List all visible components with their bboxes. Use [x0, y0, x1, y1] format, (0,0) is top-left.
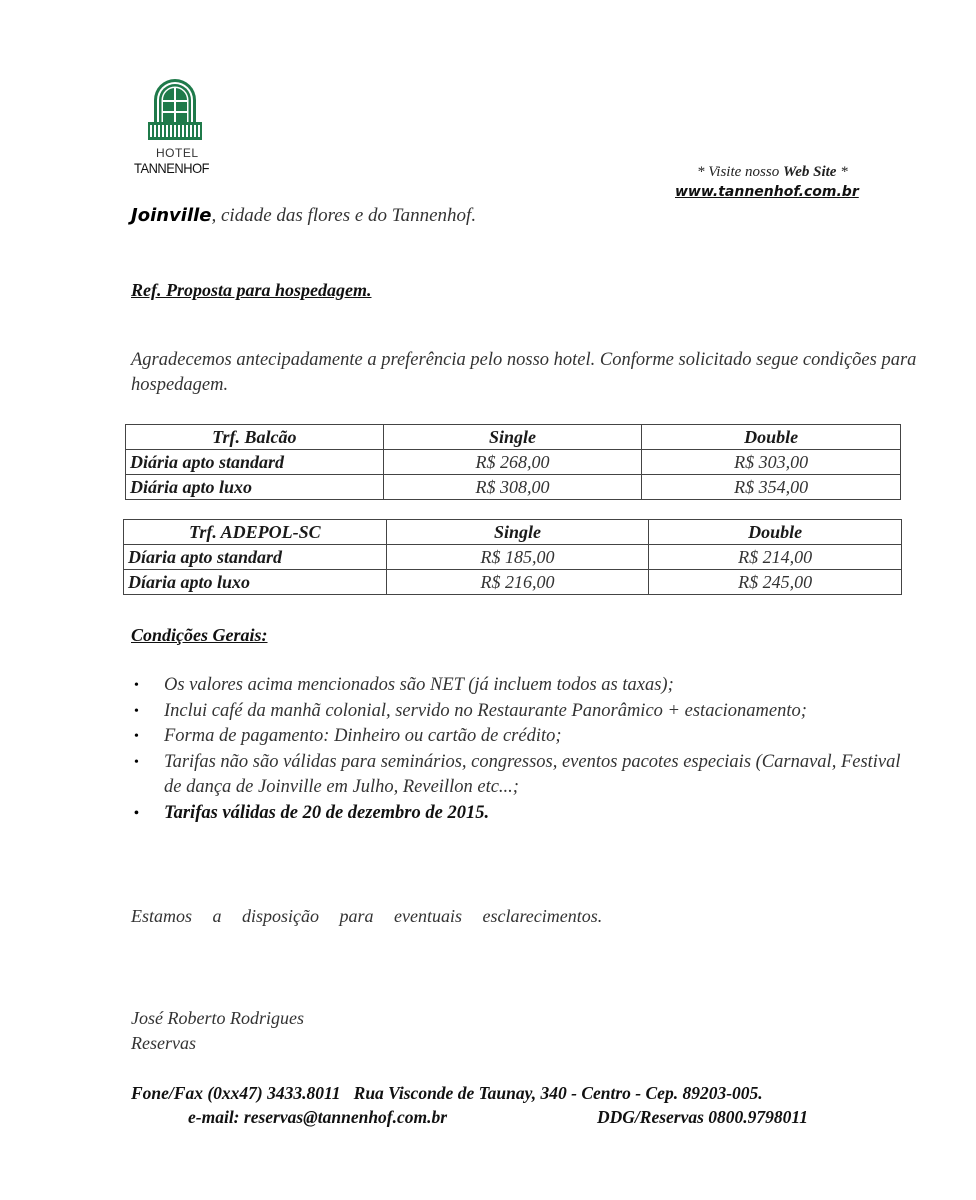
rates-table-balcao: [125, 424, 901, 500]
condition-text: Tarifas válidas de 20 de dezembro de 2015.: [164, 802, 490, 823]
bullet-icon: •: [134, 729, 139, 744]
row-label: Díaria apto luxo: [124, 570, 387, 595]
headline: [131, 205, 476, 227]
bullet-icon: •: [134, 805, 139, 821]
single-price: R$ 216,00: [386, 570, 649, 595]
table-row: [126, 475, 901, 500]
website-promo-bold: Web Site: [782, 164, 837, 180]
rates-table-adepol: [123, 519, 902, 595]
hotel-logo: [132, 78, 224, 178]
double-price: R$ 354,00: [642, 475, 901, 500]
single-price: R$ 268,00: [383, 450, 642, 475]
row-label: Díaria apto standard: [124, 545, 387, 570]
list-item: [131, 750, 921, 801]
table-header-category: Trf. Balcão: [126, 425, 384, 450]
closing-sentence: Estamos a disposição para eventuais esclarecimentos.: [131, 906, 603, 926]
bullet-icon: •: [134, 703, 139, 719]
condition-text: Tarifas não são válidas para seminários, congressos, eventos pacotes especiais (Carnaval, Festival de dança de Joinville em Julho, Reveillon etc...;: [164, 751, 901, 797]
single-price: R$ 185,00: [386, 545, 649, 570]
footer-ddg-phone: DDG/Reservas 0800.9798011: [597, 1107, 808, 1127]
intro-paragraph: Agradecemos antecipadamente a preferência pelo nosso hotel. Conforme solicitado segue condições para hospedagem.: [131, 350, 917, 395]
footer-contact-address: Fone/Fax (0xx47) 3433.8011 Rua Visconde de Taunay, 340 - Centro - Cep. 89203-005.: [131, 1083, 763, 1103]
table-header-double: Double: [649, 520, 902, 545]
table-header-row: [124, 520, 902, 545]
table-row: [126, 450, 901, 475]
reference-title: Ref. Proposta para hospedagem.: [131, 280, 372, 300]
table-row: [124, 545, 902, 570]
arched-window-balcony-icon: [146, 78, 204, 140]
logo-text-hotel: HOTEL: [156, 146, 199, 160]
table-row: [124, 570, 902, 595]
row-label: Diária apto luxo: [126, 475, 384, 500]
table-header-double: Double: [642, 425, 901, 450]
table-header-single: Single: [386, 520, 649, 545]
condition-text: Os valores acima mencionados são NET (já incluem todos as taxas);: [164, 675, 674, 695]
single-price: R$ 308,00: [383, 475, 642, 500]
website-link[interactable]: www.tannenhof.com.br: [675, 184, 859, 200]
headline-rest: , cidade das flores e do Tannenhof.: [211, 205, 477, 226]
list-item: [131, 724, 921, 750]
row-label: Diária apto standard: [126, 450, 384, 475]
condition-text: Inclui café da manhã colonial, servido no Restaurante Panorâmico + estacionamento;: [164, 700, 807, 721]
list-item: [131, 801, 921, 827]
table-header-row: [126, 425, 901, 450]
footer-email[interactable]: e-mail: reservas@tannenhof.com.br: [188, 1107, 448, 1127]
table-header-category: Trf. ADEPOL-SC: [124, 520, 387, 545]
condition-text: Forma de pagamento: Dinheiro ou cartão de crédito;: [164, 726, 562, 746]
double-price: R$ 214,00: [649, 545, 902, 570]
list-item: [131, 699, 921, 725]
logo-text-name: TANNENHOF: [134, 160, 210, 176]
website-promo-prefix: * Visite nosso: [697, 164, 783, 180]
website-promo: [697, 164, 848, 181]
bullet-icon: •: [134, 678, 139, 693]
table-header-single: Single: [383, 425, 642, 450]
double-price: R$ 245,00: [649, 570, 902, 595]
signature-role: Reservas: [131, 1033, 196, 1053]
conditions-list: [131, 673, 921, 826]
list-item: [131, 673, 921, 699]
conditions-title: Condições Gerais:: [131, 625, 268, 645]
website-promo-suffix: *: [836, 164, 848, 180]
headline-city: Joinville: [131, 205, 212, 226]
bullet-icon: •: [134, 754, 139, 770]
signature-name: José Roberto Rodrigues: [131, 1008, 304, 1028]
double-price: R$ 303,00: [642, 450, 901, 475]
